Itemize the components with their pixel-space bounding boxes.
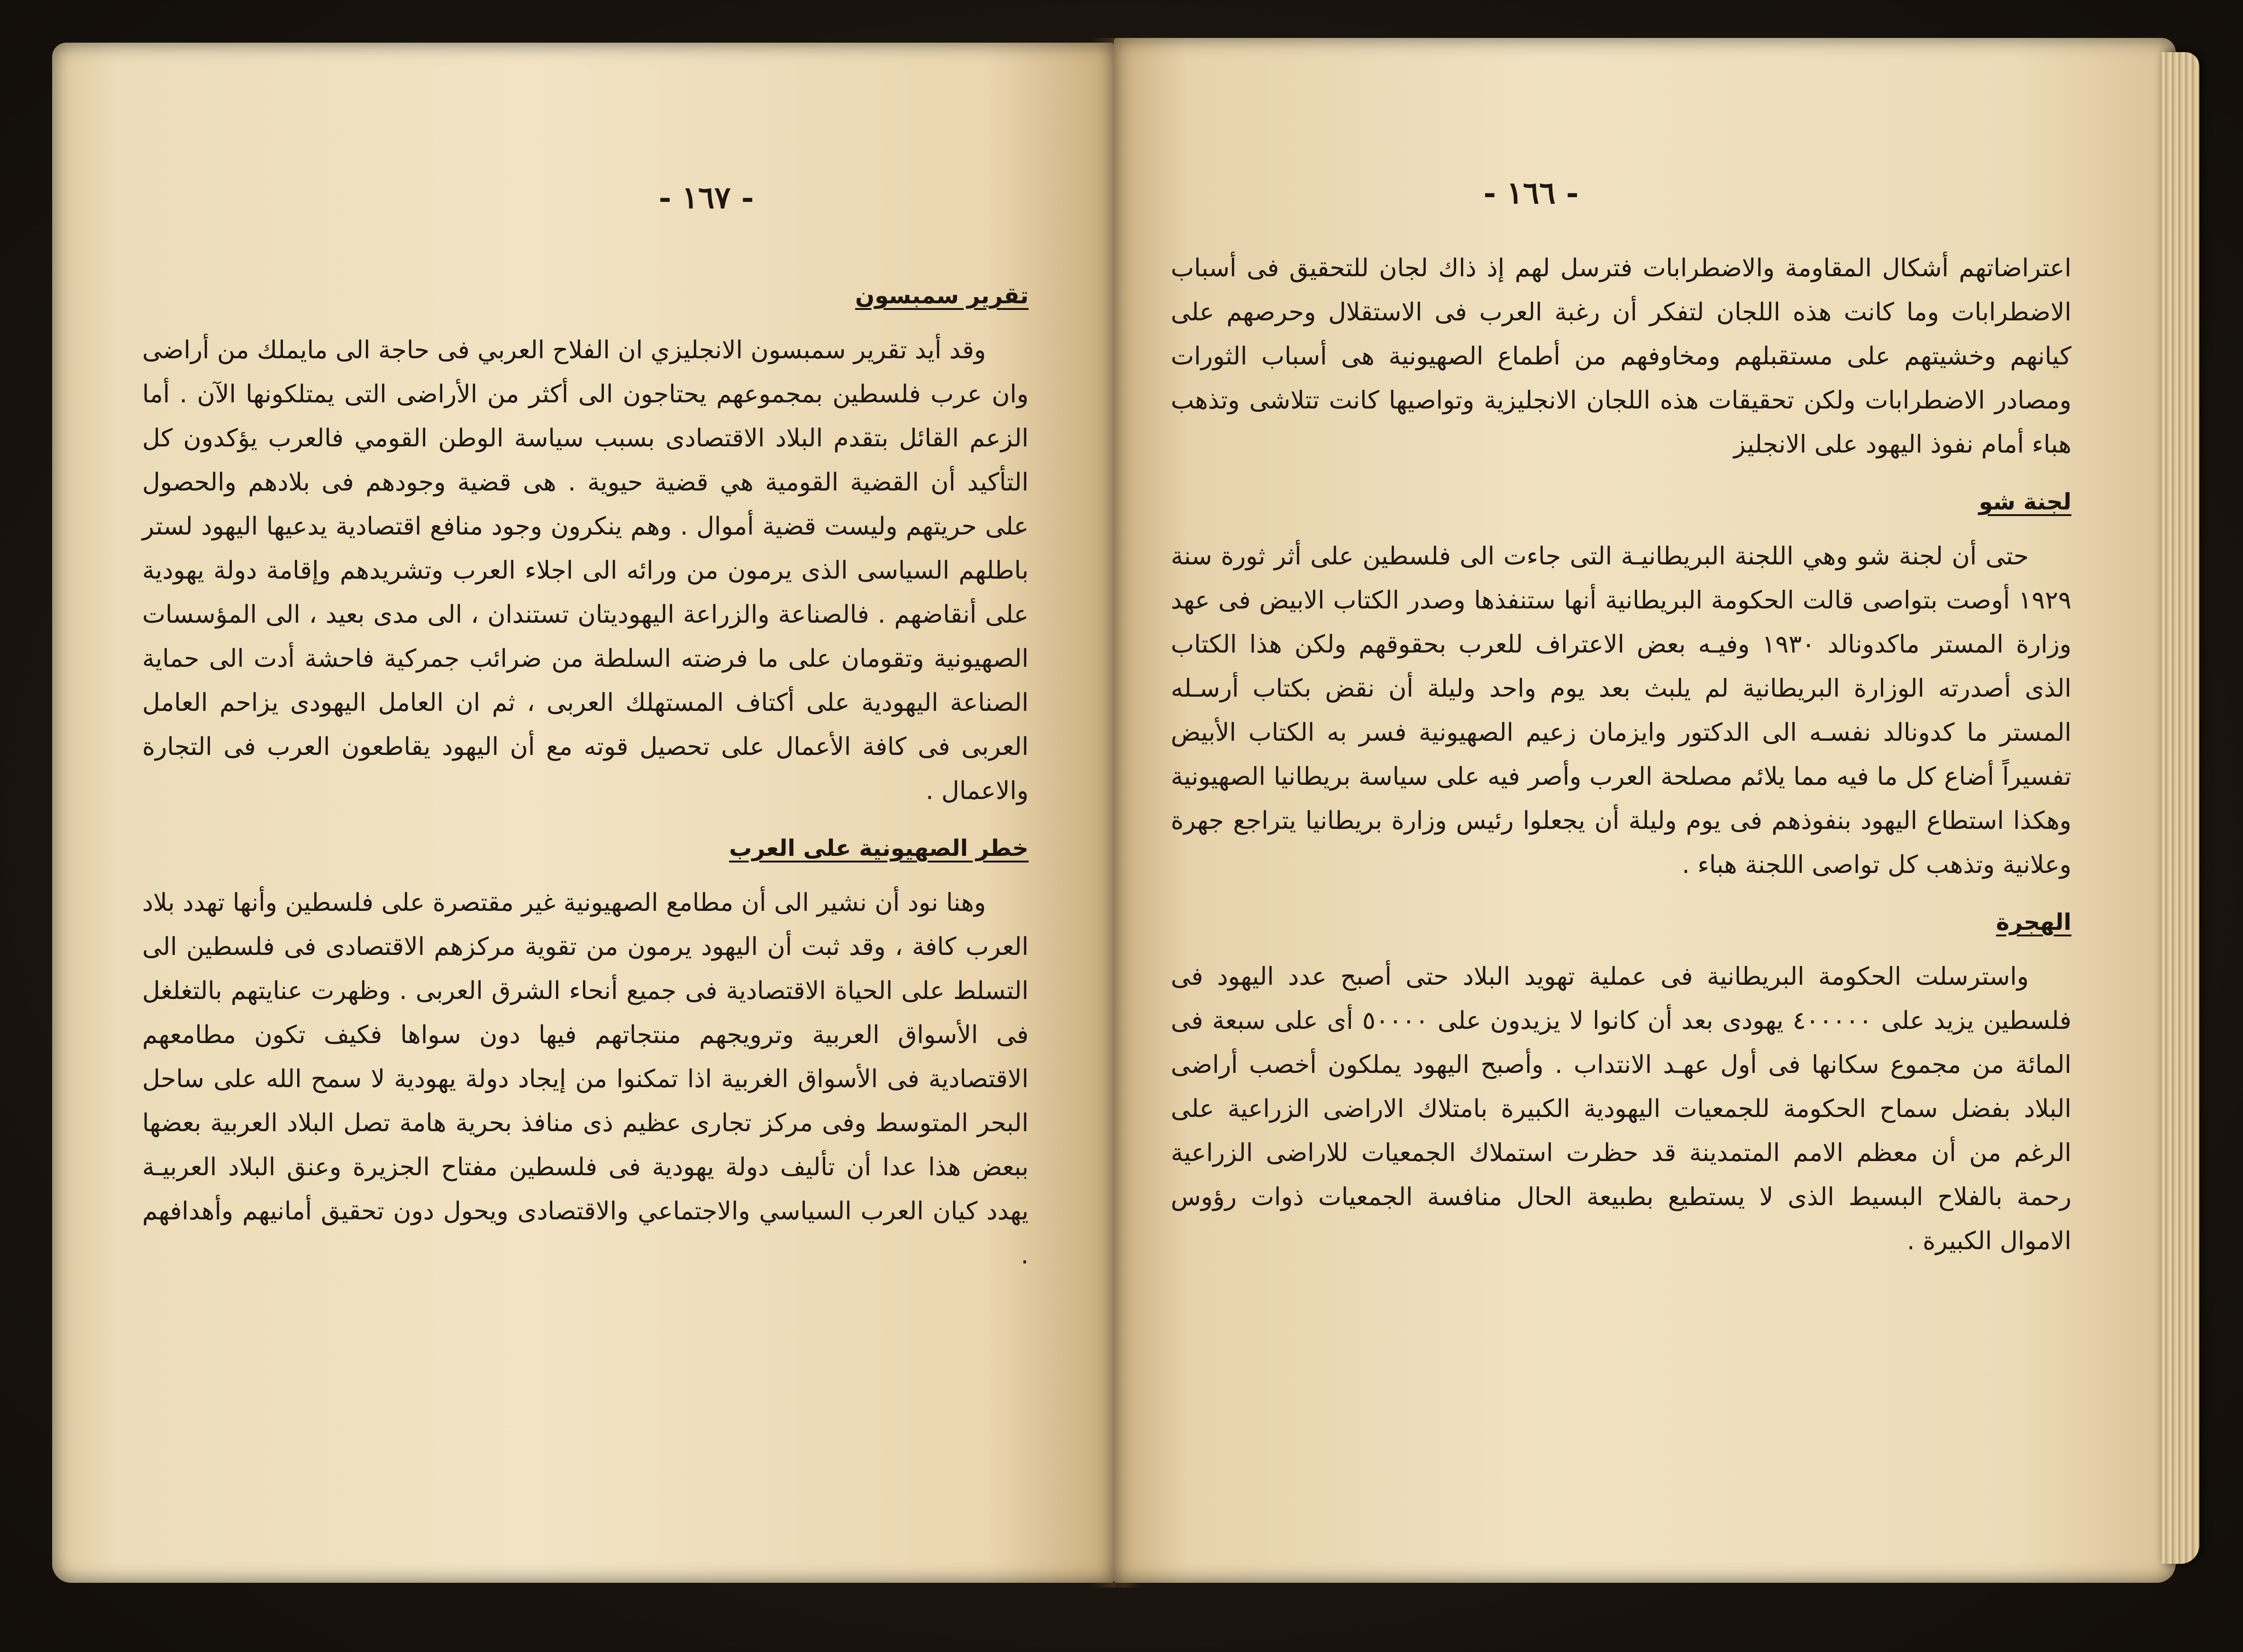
right-page	[1114, 38, 2176, 1583]
page-number: - ١٦٦ -	[1483, 175, 1579, 211]
page-text	[142, 261, 1029, 1291]
left-page	[52, 43, 1114, 1583]
section-heading: لجنة شو	[1979, 489, 2071, 515]
paragraph: حتى أن لجنة شو وهي اللجنة البريطانيـة التى جاءت الى فلسطين على أثر ثورة سنة ١٩٢٩ أوصت بتواصى قالت الحكومة البريطانية أنها ستنفذها وصدر الكتاب الابيض فى عهد وزارة المستر ماكدونالد ١٩٣٠ وفيـه بعض الاعتراف للعرب بحقوقهم ولكن هذا الكتاب الذى أصدرته الوزارة البريطانية لم يلبث بعد يوم واحد وليلة أن نقض بكتاب أرسـله المستر ما كدونالد نفسـه الى الدكتور وايزمان زعيم الصهيونية فسر به الكتاب الأبيض تفسيراً أضاع كل ما فيه مما يلائم مصلحة العرب وأصر فيه على سياسة بريطانيا الصهيونية وهكذا استطاع اليهود بنفوذهم فى يوم وليلة أن يجعلوا رئيس وزارة بريطانيا يتراجع جهرة وعلانية وتذهب كل تواصى اللجنة هباء .	[1171, 542, 2071, 879]
paragraph: واسترسلت الحكومة البريطانية فى عملية تهويد البلاد حتى أصبح عدد اليهود فى فلسطين يزيد على ٤٠٠٠٠٠ يهودى بعد أن كانوا لا يزيدون على ٥٠٠٠٠ أى على سبعة فى المائة من مجموع سكانها فى أول عهـد الانتداب . وأصبح اليهود يملكون أخصب أراضى البلاد بفضل سماح الحكومة للجمعيات اليهودية الكبيرة بامتلاك الاراضى الزراعية على الرغم من أن معظم الامم المتمدينة قد حظرت استملاك الجمعيات للاراضى الزراعية رحمة بالفلاح البسيط الذى لا يستطيع بطبيعة الحال منافسة الجمعيات ذوات رؤوس الاموال الكبيرة .	[1171, 962, 2071, 1255]
page-edges	[2161, 52, 2199, 1564]
page-text	[1171, 246, 2071, 1277]
paragraph: وهنا نود أن نشير الى أن مطامع الصهيونية غير مقتصرة على فلسطين وأنها تهدد بلاد العرب كافة ، وقد ثبت أن اليهود يرمون من تقوية مركزهم الاقتصادى فى فلسطين الى التسلط على الحياة الاقتصادية فى جميع أنحاء الشرق العربى . وظهرت عنايتهم بالتغلغل فى الأسواق العربية وترويجهم منتجاتهم فيها دون سواها فكيف تكون مطامعهم الاقتصادية فى الأسواق الغربية اذا تمكنوا من إيجاد دولة يهودية لا سمح الله على ساحل البحر المتوسط وفى مركز تجارى عظيم ذى منافذ بحرية هامة تصل البلاد العربية بعضها ببعض هذا عدا أن تأليف دولة يهودية فى فلسطين مفتاح الجزيرة وعنق البلاد العربيـة يهدد كيان العرب السياسي والاجتماعي والاقتصادى ويحول دون تحقيق أمانيهم وأهدافهم .	[142, 889, 1029, 1270]
section-heading: خطر الصهيونية على العرب	[729, 835, 1029, 862]
paragraph: وقد أيد تقرير سمبسون الانجليزي ان الفلاح العربي فى حاجة الى مايملك من أراضى وان عرب فلسطين بمجموعهم يحتاجون الى أكثر من الأراضى التى يمتلكونها الآن . أما الزعم القائل بتقدم البلاد الاقتصادى بسبب سياسة الوطن القومي فالعرب يؤكدون كل التأكيد أن القضية القومية هي قضية حيوية . هى قضية وجودهم فى بلادهم والحصول على حريتهم وليست قضية أموال . وهم ينكرون وجود منافع اقتصادية يدعيها اليهود لستر باطلهم السياسى الذى يرمون من ورائه الى اجلاء العرب وتشريدهم وإقامة دولة يهودية على أنقاضهم . فالصناعة والزراعة اليهوديتان تستندان ، الى مدى بعيد ، الى المؤسسات الصهيونية وتقومان على ما فرضته السلطة من ضرائب جمركية فاحشة أدت الى حماية الصناعة اليهودية على أكتاف المستهلك العربى ، ثم ان العامل اليهودى يزاحم العامل العربى فى كافة الأعمال على تحصيل قوته مع أن اليهود يقاطعون العرب فى التجارة والاعمال .	[142, 336, 1029, 805]
page-number: - ١٦٧ -	[658, 180, 754, 216]
section-heading: تقرير سمبسون	[855, 282, 1029, 309]
paragraph: اعتراضاتهم أشكال المقاومة والاضطرابات فترسل لهم إذ ذاك لجان للتحقيق فى أسباب الاضطرابات وما كانت هذه اللجان لتفكر أن رغبة العرب فى الاستقلال وحرصهم على كيانهم وخشيتهم على مستقبلهم ومخاوفهم من أطماع الصهيونية هى أسباب الثورات ومصادر الاضطرابات ولكن تحقيقات هذه اللجان الانجليزية وتواصيها كانت تتلاشى وتذهب هباء أمام نفوذ اليهود على الانجليز	[1171, 254, 2071, 459]
section-heading: الهجرة	[1996, 909, 2071, 935]
